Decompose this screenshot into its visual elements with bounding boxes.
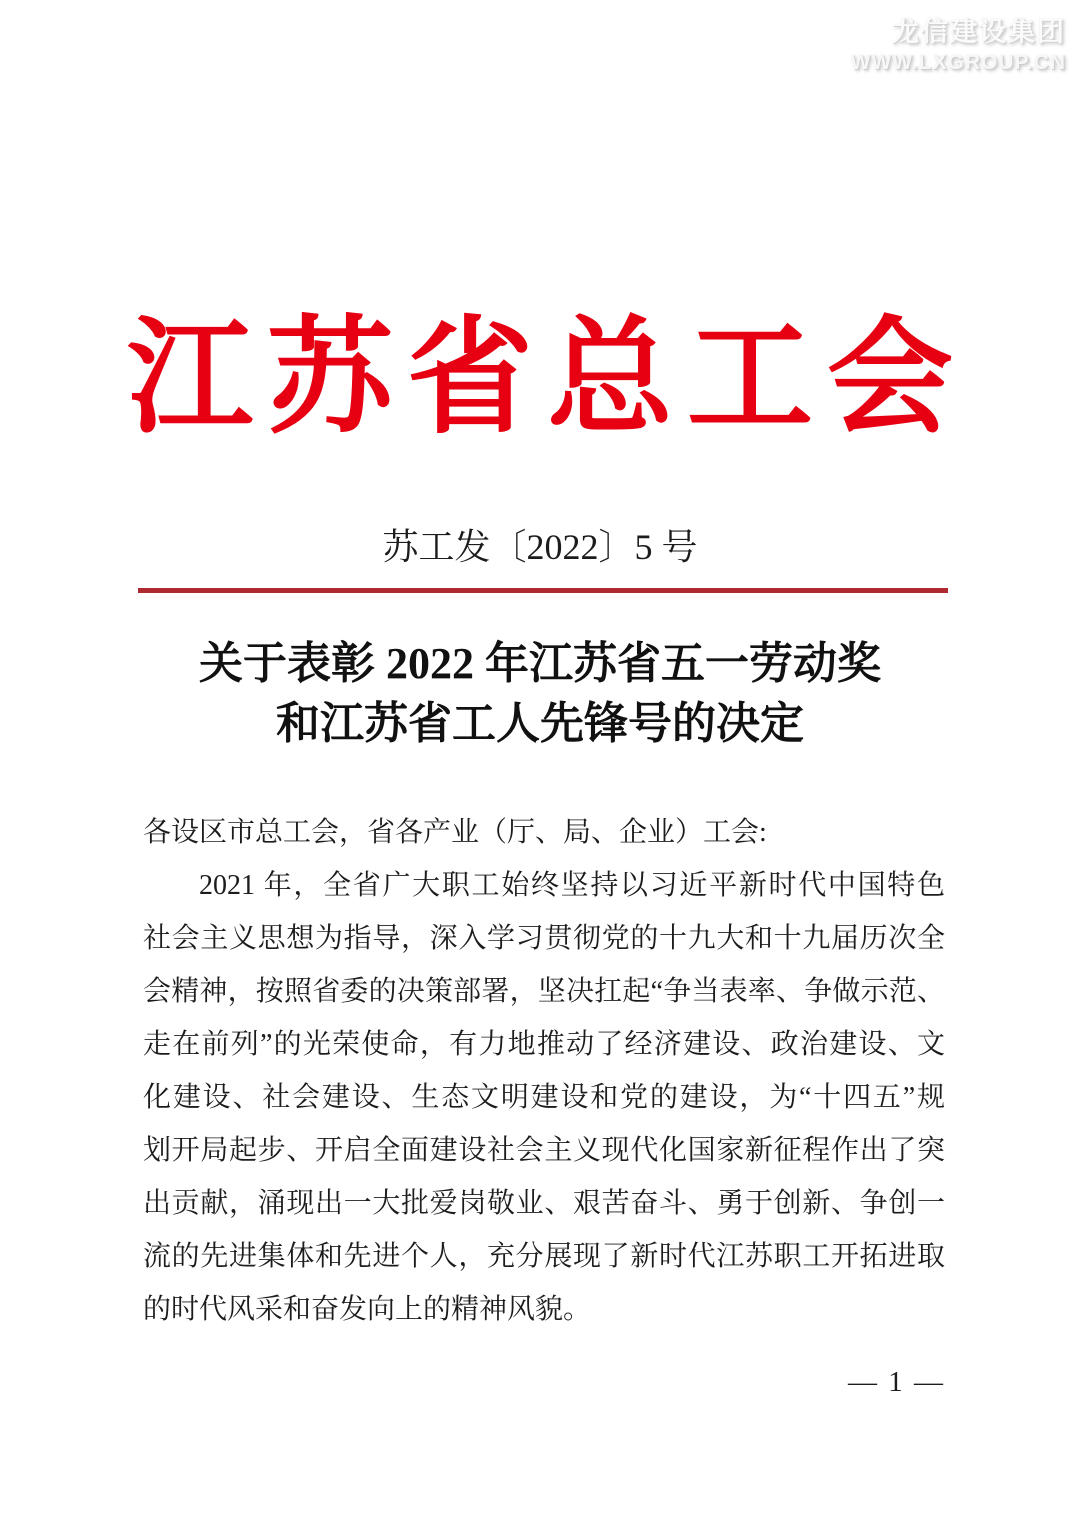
body-text-line: 社会主义思想为指导，深入学习贯彻党的十九大和十九届历次全: [143, 923, 945, 954]
watermark-company-name: 龙信建设集团: [892, 17, 1066, 47]
document-title-line1: 关于表彰 2022 年江苏省五一劳动奖: [199, 639, 881, 688]
body-text-line: 会精神，按照省委的决策部署，坚决扛起“争当表率、争做示范、: [143, 976, 945, 1007]
body-text-line: 流的先进集体和先进个人，充分展现了新时代江苏职工开拓进取: [143, 1241, 945, 1272]
body-text-line: 走在前列”的光荣使命，有力地推动了经济建设、政治建设、文: [143, 1029, 945, 1060]
body-text-line: 划开局起步、开启全面建设社会主义现代化国家新征程作出了突: [143, 1135, 945, 1166]
document-title: [0, 634, 1080, 754]
document-reference-number: 苏工发〔2022〕5 号: [382, 527, 698, 567]
page-number: — 1 —: [848, 1366, 945, 1398]
salutation-line: 各设区市总工会，省各产业（厅、局、企业）工会:: [143, 817, 767, 848]
document-title-line2: 和江苏省工人先锋号的决定: [276, 699, 804, 748]
body-text-line: 的时代风采和奋发向上的精神风貌。: [143, 1294, 592, 1325]
document-body: [143, 806, 945, 1336]
red-divider-line: [138, 588, 948, 593]
watermark-website-url: WWW.LXGROUP.CN: [850, 51, 1066, 74]
body-text-line: 化建设、社会建设、生态文明建设和党的建设，为“十四五”规: [143, 1082, 945, 1113]
watermark: [851, 10, 1066, 75]
body-text-line: 2021 年，全省广大职工始终坚持以习近平新时代中国特色: [199, 870, 945, 901]
issuing-authority-masthead: 江苏省总工会: [127, 310, 967, 449]
body-text-line: 出贡献，涌现出一大批爱岗敬业、艰苦奋斗、勇于创新、争创一: [143, 1188, 945, 1219]
